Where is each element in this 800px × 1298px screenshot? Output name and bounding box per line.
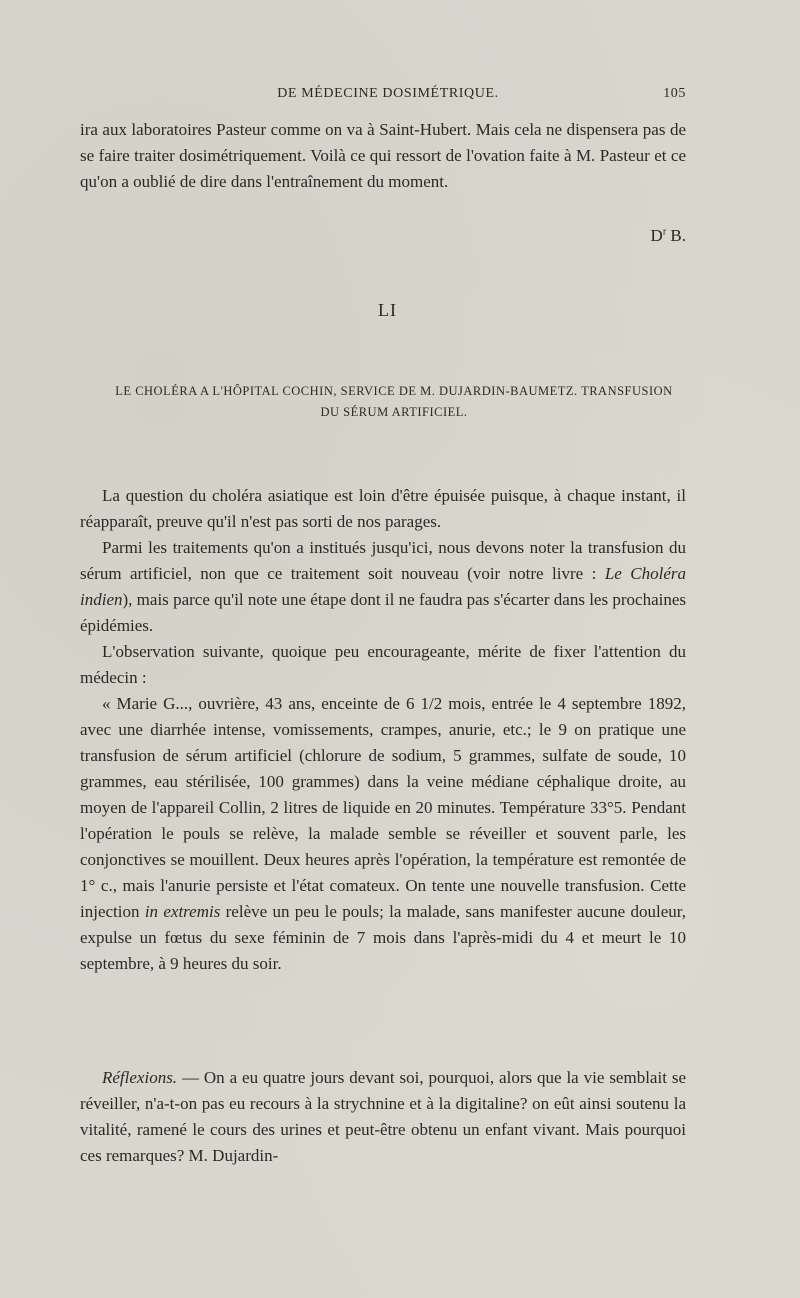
section-heading-line-2: DU SÉRUM ARTIFICIEL. — [320, 405, 468, 419]
page-number: 105 — [663, 86, 686, 101]
paragraph-3: L'observation suivante, quoique peu encourageante, mérite de fixer l'attention du médecin : — [80, 642, 686, 687]
signature — [651, 226, 686, 246]
paragraph-4 — [80, 691, 686, 977]
running-head-title: DE MÉDECINE DOSIMÉTRIQUE. — [277, 86, 499, 101]
running-head — [80, 86, 686, 110]
signature-sup: r — [662, 226, 667, 238]
paragraph-2-text-b: ), mais parce qu'il note une étape dont il ne faudra pas s'écarter dans les prochaines épidémies. — [80, 590, 686, 635]
book-title: Le Choléra indien — [80, 564, 686, 609]
section-heading — [85, 381, 703, 423]
paragraph-2-text-a: Parmi les traitements qu'on a institués jusqu'ici, nous devons noter la transfusion du sérum artificiel, non que ce traitement soit nouveau (voir notre livre : — [80, 538, 686, 583]
reflections-paragraph — [80, 1065, 686, 1169]
section-heading-line-1: LE CHOLÉRA A L'HÔPITAL COCHIN, SERVICE DE M. DUJARDIN-BAUMETZ. TRANSFUSION — [115, 384, 673, 398]
continuation-text: ira aux laboratoires Pasteur comme on va à Saint-Hubert. Mais cela ne dispensera pas de se faire traiter dosimétriquement. Voilà ce qui ressort de l'ovation faite à M. Pasteur et ce qu'on a oublié de dire dans l'entraînement du moment. — [80, 120, 686, 191]
section-number: LI — [378, 300, 397, 320]
signature-prefix: D — [650, 226, 663, 245]
reflections-label: Réflexions. — [102, 1068, 178, 1087]
paragraph-4-text-a: « Marie G..., ouvrière, 43 ans, enceinte de 6 1/2 mois, entrée le 4 septembre 1892, avec une diarrhée intense, vomissements, crampes, anurie, etc.; le 9 on pratique une transfusion de sérum artificiel (chlorure de sodium, 5 grammes, sulfate de soude, 10 grammes, eau stérilisée, 100 grammes) dans la veine médiane céphalique droite, au moyen de l'appareil Collin, 2 litres de liquide en 20 minutes. Température 33°5. Pendant l'opération le pouls se relève, la malade semble se réveiller et souvent parle, les conjonctives se mouillent. Deux heures après l'opération, la température est remontée de 1° c., mais l'anurie persiste et l'état comateux. On tente une nouvelle transfusion. Cette injection — [80, 694, 686, 921]
paragraph-1: La question du choléra asiatique est loin d'être épuisée puisque, à chaque instant, il réapparaît, preuve qu'il n'est pas sorti de nos parages. — [80, 486, 686, 531]
paragraph-2 — [80, 535, 686, 639]
signature-name: B. — [666, 226, 686, 245]
latin-phrase: in extremis — [144, 902, 221, 921]
paragraph-4-text-b: relève un peu le pouls; la malade, sans manifester aucune douleur, expulse un fœtus du sexe féminin de 7 mois dans l'après-midi du 4 et meurt le 10 septembre, à 9 heures du soir. — [80, 902, 687, 973]
reflections-text: — On a eu quatre jours devant soi, pourquoi, alors que la vie semblait se réveiller, n'a-t-on pas eu recours à la strychnine et à la digitaline? on eût ainsi soutenu la vitalité, ramené le cours des urines et peut-être obtenu un enfant vivant. Mais pourquoi ces remarques? M. Dujardin- — [80, 1068, 686, 1165]
article-body — [80, 483, 686, 977]
continuation-paragraph — [80, 117, 686, 195]
